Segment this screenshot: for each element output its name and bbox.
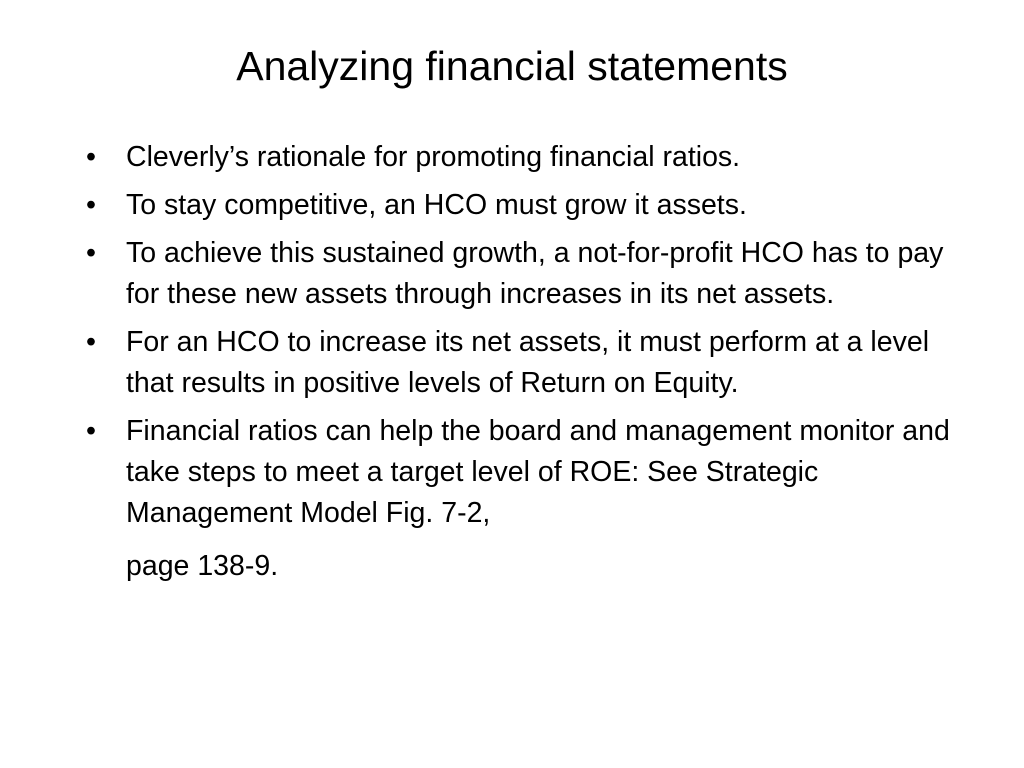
bullet-continuation-text: page 138-9. [126,550,279,582]
bullet-item [86,185,956,226]
bullet-item [86,233,956,315]
bullet-item [86,411,956,587]
bullet-item [86,322,956,404]
bullet-list [86,137,956,594]
bullet-text: To stay competitive, an HCO must grow it assets. [126,189,747,221]
bullet-icon: • [86,141,96,173]
bullet-icon: • [86,237,96,269]
bullet-icon: • [86,415,96,447]
bullet-text: To achieve this sustained growth, a not-for-profit HCO has to pay for these new assets through increases in its net assets. [126,237,944,310]
bullet-icon: • [86,189,96,221]
bullet-item [86,137,956,178]
bullet-icon: • [86,326,96,358]
bullet-text: For an HCO to increase its net assets, it must perform at a level that results in positive levels of Return on Equity. [126,326,930,399]
slide-title: Analyzing financial statements [236,43,788,89]
bullet-text: Cleverly’s rationale for promoting financial ratios. [126,141,741,173]
bullet-text: Financial ratios can help the board and management monitor and take steps to meet a target level of ROE: See Strategic Management Model Fig. 7-2, [126,415,950,529]
